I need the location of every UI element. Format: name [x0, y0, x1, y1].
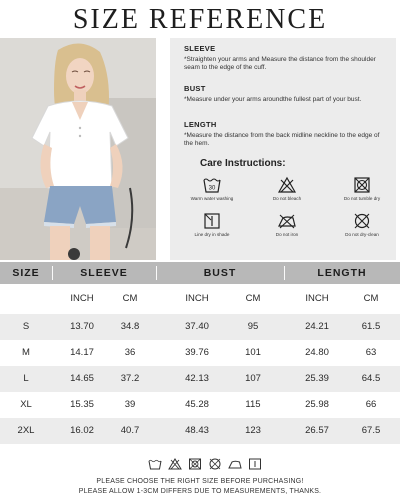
value-cell: 14.17 — [70, 347, 94, 358]
header-sleeve: SLEEVE — [80, 267, 128, 279]
bust-text: *Measure under your arms aroundthe fullest part of your bust. — [184, 96, 362, 103]
care-label: Line dry in shade — [194, 232, 230, 237]
length-title: LENGTH — [184, 120, 217, 129]
size-cell: L — [23, 373, 29, 384]
model-photo — [0, 38, 156, 260]
value-cell: 115 — [245, 399, 261, 410]
unit-cell: CM — [122, 293, 138, 304]
care-item-tumble — [334, 176, 390, 201]
value-cell: 34.8 — [120, 321, 140, 332]
value-cell: 39.76 — [185, 347, 209, 358]
unit-cell: INCH — [305, 293, 329, 304]
care-item-bleach — [259, 176, 315, 201]
care-item-line-dry — [184, 212, 240, 237]
care-label: Do not iron — [275, 232, 299, 237]
care-label: Warm water washing — [190, 196, 234, 201]
value-cell: 45.28 — [185, 399, 209, 410]
care-label: Do not dry-clean — [345, 232, 379, 237]
value-cell: 37.2 — [120, 373, 140, 384]
unit-row — [0, 284, 400, 314]
size-cell: XL — [20, 399, 32, 410]
bust-title: BUST — [184, 84, 206, 93]
triangle-bleach-icon — [168, 458, 182, 470]
unit-cell: CM — [363, 293, 379, 304]
square-tumble-icon — [188, 458, 202, 470]
table-row — [0, 392, 400, 418]
length-section — [184, 120, 390, 148]
no-dry-clean-icon — [352, 212, 372, 230]
unit-cell: INCH — [70, 293, 94, 304]
iron-icon — [228, 458, 242, 470]
note-line-1: PLEASE CHOOSE THE RIGHT SIZE BEFORE PURCHASING! — [96, 478, 304, 485]
value-cell: 64.5 — [361, 373, 381, 384]
value-cell: 14.65 — [70, 373, 94, 384]
table-row — [0, 418, 400, 444]
value-cell: 107 — [245, 373, 261, 384]
care-symbol-strip — [0, 458, 400, 472]
sleeve-section — [184, 44, 390, 72]
care-title: Care Instructions: — [200, 158, 286, 169]
value-cell: 61.5 — [361, 321, 381, 332]
care-item-dry-clean — [334, 212, 390, 237]
value-cell: 24.80 — [305, 347, 329, 358]
value-cell: 42.13 — [185, 373, 209, 384]
value-cell: 101 — [245, 347, 261, 358]
note-line-2: PLEASE ALLOW 1-3CM DIFFERS DUE TO MEASUREMENTS, THANKS. — [78, 488, 322, 495]
wash-30-icon — [202, 176, 222, 194]
page-title: SIZE REFERENCE — [72, 4, 328, 35]
value-cell: 13.70 — [70, 321, 94, 332]
size-cell: S — [22, 321, 30, 332]
size-cell: 2XL — [17, 425, 35, 436]
value-cell: 39 — [124, 399, 136, 410]
value-cell: 40.7 — [120, 425, 140, 436]
sleeve-title: SLEEVE — [184, 44, 216, 53]
size-cell: M — [22, 347, 30, 358]
circle-dry-clean-icon — [208, 458, 222, 470]
model-illustration — [0, 38, 156, 260]
value-cell: 123 — [245, 425, 261, 436]
care-item-iron — [259, 212, 315, 237]
care-label: Do not bleach — [272, 196, 302, 201]
value-cell: 16.02 — [70, 425, 94, 436]
value-cell: 25.98 — [305, 399, 329, 410]
measure-panel — [170, 38, 396, 260]
care-label: Do not tumble dry — [343, 196, 381, 201]
no-iron-icon — [277, 212, 297, 230]
value-cell: 15.35 — [70, 399, 94, 410]
bust-section — [184, 84, 390, 104]
wash-tub-icon — [148, 458, 162, 470]
table-row — [0, 314, 400, 340]
header-length: LENGTH — [317, 267, 367, 279]
value-cell: 36 — [124, 347, 136, 358]
table-row — [0, 366, 400, 392]
value-cell: 24.21 — [305, 321, 329, 332]
dry-square-icon — [248, 458, 262, 470]
length-text: *Measure the distance from the back midline neckline to the edge of the hem. — [184, 132, 380, 147]
value-cell: 48.43 — [185, 425, 209, 436]
value-cell: 67.5 — [361, 425, 381, 436]
no-tumble-dry-icon — [352, 176, 372, 194]
value-cell: 37.40 — [185, 321, 209, 332]
value-cell: 95 — [247, 321, 259, 332]
value-cell: 25.39 — [305, 373, 329, 384]
care-item-wash — [184, 176, 240, 201]
table-row — [0, 340, 400, 366]
header-bust: BUST — [203, 267, 237, 279]
sleeve-text: *Straighten your arms and Measure the distance from the shoulder seam to the edge of the cuff. — [184, 56, 376, 71]
value-cell: 26.57 — [305, 425, 329, 436]
table-header — [0, 262, 400, 284]
header-size: SIZE — [12, 267, 40, 279]
wash-temp: 30 — [208, 185, 216, 192]
unit-cell: INCH — [185, 293, 209, 304]
no-bleach-icon — [277, 176, 297, 194]
line-dry-shade-icon — [202, 212, 222, 230]
value-cell: 66 — [365, 399, 377, 410]
value-cell: 63 — [365, 347, 377, 358]
unit-cell: CM — [245, 293, 261, 304]
